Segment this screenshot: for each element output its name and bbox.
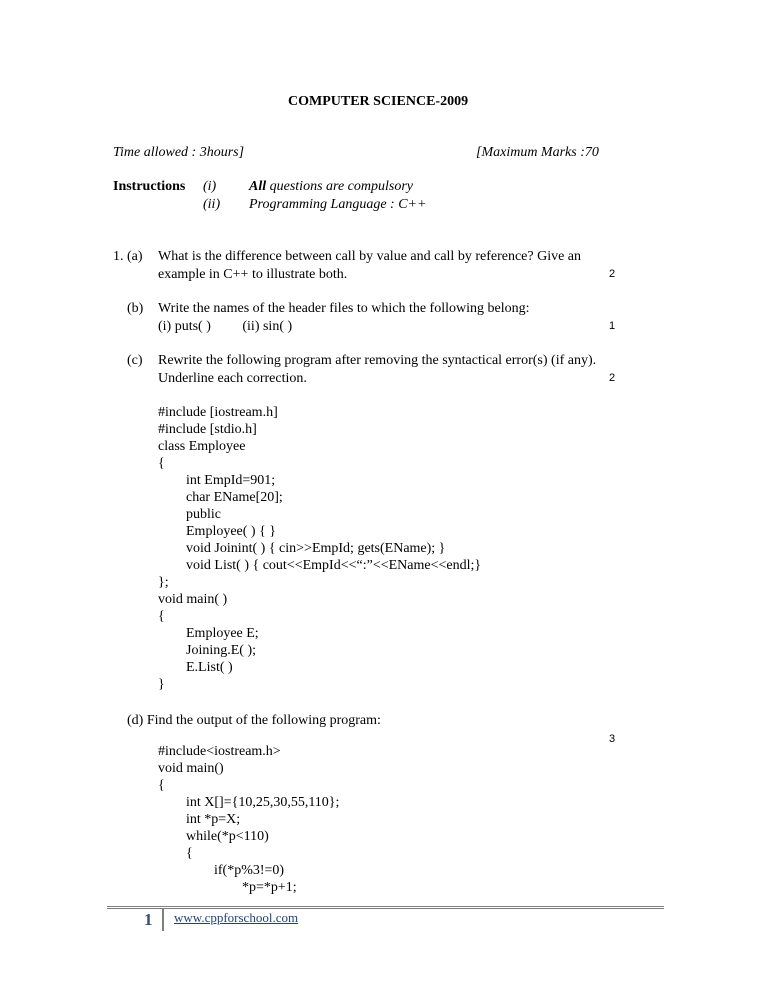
website-link[interactable]: www.cppforschool.com <box>174 910 299 925</box>
q1d-label: (d) Find the output of the following program: <box>127 713 381 728</box>
q1c-code-line: void main( ) <box>158 592 228 607</box>
q1c-code-line: void Joinint( ) { cin>>EmpId; gets(EName); } <box>158 541 446 556</box>
q1c-code-line: Employee E; <box>158 626 259 641</box>
q1d-code-line: int *p=X; <box>158 812 241 827</box>
q1c-code-line: #include [stdio.h] <box>158 422 257 437</box>
maximum-marks: [Maximum Marks :70 <box>476 145 599 160</box>
q1d-code-line: void main() <box>158 761 224 776</box>
q1a-marks: 2 <box>609 268 616 280</box>
q1c-code-line: public <box>158 507 221 522</box>
q1c-code-line: int EmpId=901; <box>158 473 276 488</box>
q1c-line1: Rewrite the following program after removing the syntactical error(s) (if any). <box>158 353 597 368</box>
q1c-marks: 2 <box>609 372 616 384</box>
q1c-code-line: Joining.E( ); <box>158 643 256 658</box>
q1c-code-line: { <box>158 456 165 471</box>
instruction-item-1 <box>249 178 413 195</box>
q1d-code-line: { <box>158 846 193 861</box>
q1a-line1: What is the difference between call by value and call by reference? Give an <box>158 249 582 264</box>
q1b-label: (b) <box>127 301 144 316</box>
q1b-marks: 1 <box>609 320 616 332</box>
q1c-code-line: }; <box>158 575 169 590</box>
q1d-code-line: while(*p<110) <box>158 829 269 844</box>
q1c-line2: Underline each correction. <box>158 371 307 386</box>
q1b-line1: Write the names of the header files to which the following belong: <box>158 301 530 316</box>
q1d-code-line: #include<iostream.h> <box>158 744 281 759</box>
time-allowed: Time allowed : 3hours] <box>113 145 245 160</box>
page-number: 1 <box>144 910 153 929</box>
q1c-code-line: class Employee <box>158 439 246 454</box>
q1b-line2: (i) puts( ) (ii) sin( ) <box>158 319 293 334</box>
q1c-code-line: } <box>158 677 165 692</box>
page-title: COMPUTER SCIENCE-2009 <box>288 94 469 109</box>
instructions-label: Instructions <box>113 179 186 194</box>
q1c-code-line: void List( ) { cout<<EmpId<<“:”<<EName<<endl;} <box>158 558 482 573</box>
instruction-num-1: (i) <box>203 179 217 194</box>
q1c-code-line: E.List( ) <box>158 660 233 675</box>
q1d-marks: 3 <box>609 733 616 745</box>
instruction-text-1: questions are compulsory <box>266 179 413 194</box>
instruction-bold-word: All <box>249 179 267 194</box>
q1c-code-line: { <box>158 609 165 624</box>
q1c-code-line: Employee( ) { } <box>158 524 277 539</box>
q1d-code-line: { <box>158 778 165 793</box>
q1c-code-line: #include [iostream.h] <box>158 405 278 420</box>
q1d-code-line: int X[]={10,25,30,55,110}; <box>158 795 340 810</box>
q1d-code-line: if(*p%3!=0) <box>158 863 285 878</box>
footer-divider <box>107 906 664 909</box>
instruction-num-2: (ii) <box>203 197 221 212</box>
q1c-code-line: char EName[20]; <box>158 490 283 505</box>
footer-separator <box>162 909 164 931</box>
q1a-line2: example in C++ to illustrate both. <box>158 267 348 282</box>
q1c-label: (c) <box>127 353 143 368</box>
q1a-label: 1. (a) <box>113 249 143 264</box>
q1d-code-line: *p=*p+1; <box>158 880 297 895</box>
instruction-item-2: Programming Language : C++ <box>249 197 427 212</box>
